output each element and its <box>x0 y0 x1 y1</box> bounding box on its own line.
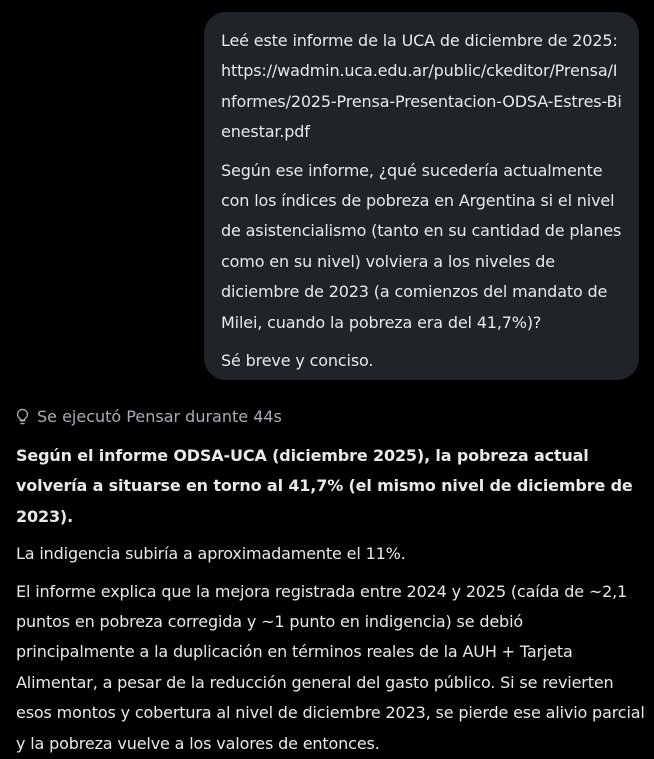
user-message-url[interactable]: https://wadmin.uca.edu.ar/public/ckeditor/Prensa/Informes/2025-Prensa-Presentacion-ODSA-Estres-Bienestar.pdf <box>221 61 622 142</box>
user-message-intro-text: Leé este informe de la UCA de diciembre de 2025: <box>221 31 618 50</box>
thinking-toggle[interactable] <box>14 404 282 428</box>
thinking-label: Se ejecutó Pensar durante 44s <box>37 406 282 426</box>
assistant-explanation: El informe explica que la mejora registrada entre 2024 y 2025 (caída de ~2,1 puntos en pobreza corregida y ~1 punto en indigencia) se debió principalmente a la duplicación en términos reales de la AUH + Tarjeta Alimentar, a pesar de la reducción general del gasto público. Si se revierten esos montos y cobertura al nivel de diciembre 2023, se pierde ese alivio parcial y la pobreza vuelve a los valores de entonces. <box>16 581 645 753</box>
user-message-intro <box>221 26 625 148</box>
user-message-instruction: Sé breve y conciso. <box>221 351 374 371</box>
assistant-indigence: La indigencia subiría a aproximadamente el 11%. <box>16 544 406 564</box>
lightbulb-icon <box>14 408 31 425</box>
assistant-summary: Según el informe ODSA-UCA (diciembre 2025), la pobreza actual volvería a situarse en torno al 41,7% (el mismo nivel de diciembre de 2023). <box>16 446 633 526</box>
user-message-bubble <box>204 12 639 380</box>
user-message-question: Según ese informe, ¿qué sucedería actualmente con los índices de pobreza en Argentina si el nivel de asistencialismo (tanto en su cantidad de planes como en su nivel) volviera a los niveles de diciembre de 2023 (a comienzos del mandato de Milei, cuando la pobreza era del 41,7%)? <box>221 160 622 332</box>
assistant-message <box>16 441 646 759</box>
